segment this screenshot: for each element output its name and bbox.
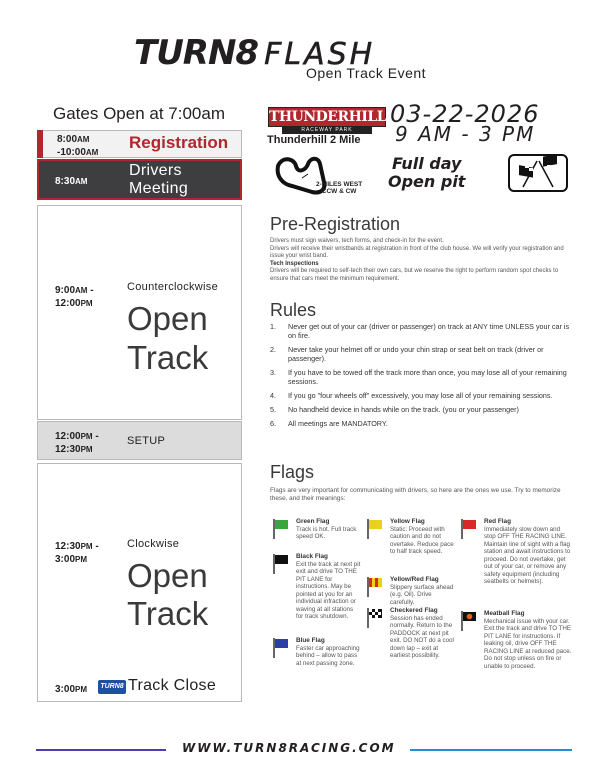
- prereg-body: [270, 238, 570, 284]
- cw-label: Clockwise: [127, 538, 180, 550]
- event-date: 03-22-2026: [390, 100, 540, 128]
- meatball-flag-item: Meatball Flag Mechanical issue with your car. Exit the track and drive TO THE PIT LANE for instructions. If leaking oil, drive OFF THE RACING LINE at reduced pace. Do not stop unless on fire or unable to proceed.: [460, 610, 572, 670]
- full-day-line1: Full day: [391, 154, 462, 173]
- ccw-label: Counterclockwise: [127, 281, 219, 293]
- setup-label: SETUP: [127, 435, 166, 447]
- green-flag-item: Green Flag Track is hot. Full track speed OK.: [272, 518, 362, 541]
- page-subtitle: Open Track Event: [306, 65, 427, 81]
- black-flag-icon: [272, 553, 290, 575]
- reg-time-end: -10:00: [57, 147, 86, 158]
- setup-slot: 12:00PM - 12:30PM SETUP: [37, 421, 242, 460]
- event-hours: 9 AM - 3 PM: [395, 122, 536, 146]
- map-label-line1: 2-MILES WEST: [316, 181, 363, 188]
- green-flag-icon: [272, 518, 290, 540]
- cw-time-start: 12:30: [55, 541, 81, 552]
- checkered-flag-icon: [366, 607, 384, 629]
- flags-intro: Flags are very important for communicating with drivers, so here are the ones we use. Try to memorize these, and their meanings:: [270, 487, 561, 502]
- flags-title: Flags: [270, 462, 315, 482]
- thunderhill-logo: [268, 107, 386, 137]
- footer-line-right: [410, 749, 572, 751]
- drivers-meeting-slot: 8:30AM Drivers Meeting: [37, 159, 242, 200]
- gates-open-text: Gates Open at 7:00am: [53, 104, 225, 123]
- red-flag-icon: [460, 518, 478, 540]
- yellow-flag-item: Yellow Flag Static: Proceed with caution and do not overtake. Reduce pace to half track speed.: [366, 518, 456, 556]
- ccw-time-end: 12:00: [55, 298, 81, 309]
- prereg-p3: Drivers will be required to self-tech their own cars, but we reserve the right to perform random spot checks to ensure that cars meet the minimum requirement.: [270, 268, 559, 282]
- blue-flag-icon: [272, 637, 290, 659]
- drivers-title-line1: Drivers: [129, 162, 182, 179]
- registration-title: Registration: [129, 133, 229, 152]
- checkered-flags-icon: [507, 153, 569, 193]
- venue-name: Thunderhill 2 Mile: [267, 134, 361, 146]
- thunderhill-logo-sub: RACEWAY PARK: [282, 127, 372, 134]
- rules-list: [270, 322, 570, 433]
- meatball-flag-icon: [460, 610, 478, 632]
- drivers-title-line2: Meeting: [129, 180, 189, 197]
- close-time: 3:00: [55, 684, 76, 695]
- cw-big-open: Open: [127, 557, 208, 594]
- ccw-big-open: Open: [127, 300, 208, 337]
- rule-item: 5. No handheld device in hands while on the track. (you or your passenger): [270, 405, 519, 414]
- black-flag-item: Black Flag Exit the track at next pit exit and drive TO THE PIT LANE for instructions. May be pointed at you for an individual infraction or waving at all stations for track shutdown.: [272, 553, 362, 621]
- red-flag-item: Red Flag Immediately slow down and stop OFF THE RACING LINE. Maintain line of sight with a flag station and await instructions to proceed. Do not overtake, get out of your car, or remove any safety equipment (including seatbelts or helmets).: [460, 518, 572, 586]
- cw-big-track: Track: [127, 595, 209, 632]
- rules-title: Rules: [270, 300, 317, 320]
- yellow-red-flag-icon: [366, 576, 384, 598]
- yellow-flag-icon: [366, 518, 384, 540]
- ccw-open-track-slot: 9:00AM - 12:00PM Counterclockwise Open Track: [37, 205, 242, 420]
- registration-slot: 8:00AM -10:00AM Registration: [37, 130, 242, 158]
- thunderhill-logo-text: THUNDERHILL: [269, 109, 387, 125]
- cw-time-end: 3:00: [55, 554, 76, 565]
- prereg-p1: Drivers must sign waivers, tech forms, and check-in for the event.: [270, 238, 444, 244]
- turn8-badge-icon: TURN8: [98, 680, 126, 694]
- prereg-title: Pre-Registration: [270, 214, 401, 234]
- reg-time-start: 8:00: [57, 134, 78, 145]
- yellow-red-flag-item: Yellow/Red Flag Slippery surface ahead (e.g. Oil). Drive carefully.: [366, 576, 456, 606]
- map-label-line2: CCW & CW: [321, 188, 357, 195]
- footer-line-left: [36, 749, 166, 751]
- prereg-tech-heading: Tech Inspections: [270, 260, 319, 267]
- track-close-label: Track Close: [128, 677, 217, 694]
- ccw-time-start: 9:00: [55, 285, 76, 296]
- footer-url[interactable]: WWW.TURN8RACING.COM: [182, 741, 396, 755]
- prereg-p2: Drivers will receive their wristbands at registration in front of the club house. We will verify your registration and issue your wrist band.: [270, 245, 564, 260]
- ccw-big-track: Track: [127, 339, 209, 376]
- rule-item: 4. If you go "four wheels off" excessively, you may lose all of your remaining sessions.: [270, 391, 553, 400]
- setup-time-end: 12:30: [55, 444, 81, 455]
- logo-flash: FLASH: [264, 37, 376, 72]
- checkered-flag-item: Checkered Flag Session has ended normally. Return to the PADDOCK at next pit exit. DO NOT do a cool down lap – exit at earliest possibility.: [366, 607, 456, 660]
- rule-item: 1. Never get out of your car (driver or passenger) on track at ANY time UNLESS your car is on fire.: [270, 322, 570, 340]
- full-day-line2: Open pit: [388, 172, 466, 191]
- rule-item: 2. Never take your helmet off or undo your chin strap or seat belt on track (driver or passenger).: [270, 345, 544, 363]
- full-day-open-pit: [388, 155, 465, 191]
- rule-item: 6. All meetings are MANDATORY.: [270, 419, 388, 428]
- registration-accent: [37, 130, 43, 158]
- blue-flag-item: Blue Flag Faster car approaching behind – allow to pass at next passing zone.: [272, 637, 362, 667]
- rule-item: 3. If you have to be towed off the track more than once, you may lose all of your remaining sessions.: [270, 368, 567, 386]
- track-map-icon: [272, 152, 376, 204]
- cw-open-track-slot: 12:30PM - 3:00PM Clockwise Open Track 3:00PM TURN8 Track Close: [37, 463, 242, 702]
- setup-time-start: 12:00: [55, 431, 81, 442]
- logo-brand: TURN8: [134, 33, 259, 73]
- drivers-time: 8:30: [55, 176, 76, 187]
